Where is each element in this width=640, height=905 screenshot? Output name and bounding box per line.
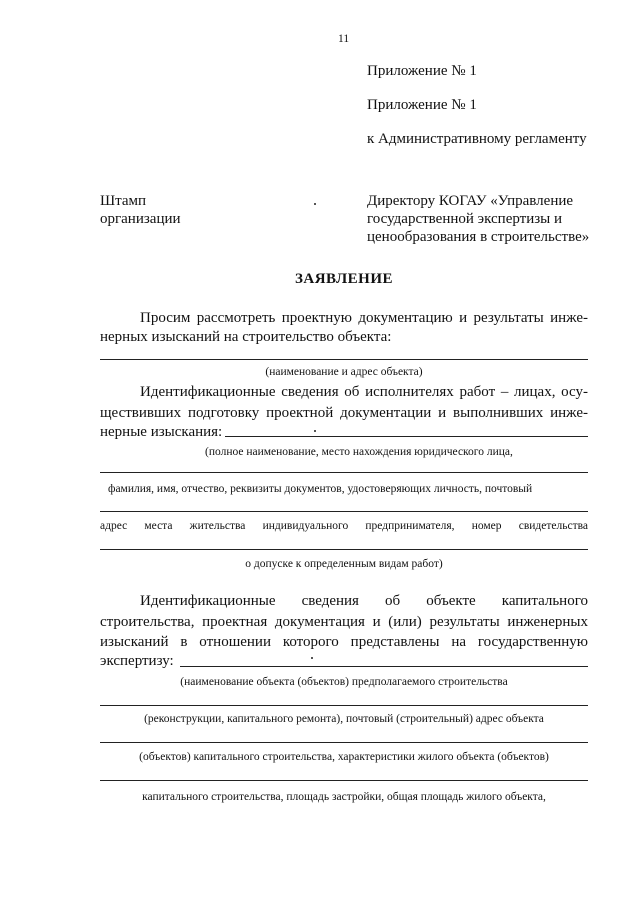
object-line-1: Идентификационные сведения об объекте капитального xyxy=(140,593,588,609)
object-blank-1[interactable] xyxy=(180,666,588,667)
scan-speck xyxy=(314,430,316,432)
contractors-caption-4: о допуске к определенным видам работ) xyxy=(245,558,443,570)
stamp-line-2: организации xyxy=(100,211,181,227)
page-number: 11 xyxy=(338,33,350,45)
document-title: ЗАЯВЛЕНИЕ xyxy=(294,271,394,287)
contractors-line-3: нерные изыскания: xyxy=(100,424,223,440)
contractors-blank-4[interactable] xyxy=(100,549,588,550)
object-line-3: изысканий в отношении которого представлены на государственную xyxy=(100,634,588,650)
request-line-1: Просим рассмотреть проектную документацию и результаты инже- xyxy=(140,310,588,326)
object-caption-3: (объектов) капитального строительства, характеристики жилого объекта (объектов) xyxy=(139,751,549,763)
addressee-line-1: Директору КОГАУ «Управление xyxy=(367,193,574,209)
scan-speck xyxy=(311,657,313,659)
scan-speck xyxy=(314,203,316,205)
object-caption-1: (наименование объекта (объектов) предполагаемого строительства xyxy=(180,676,508,688)
object-caption-4: капитального строительства, площадь застройки, общая площадь жилого объекта, xyxy=(142,791,546,803)
addressee-line-3: ценообразования в строительстве» xyxy=(367,229,590,245)
appendix-label-2: Приложение № 1 xyxy=(367,97,477,113)
contractors-blank-1[interactable] xyxy=(225,436,588,437)
contractors-line-1: Идентификационные сведения об исполнителях работ – лицах, осу- xyxy=(140,384,588,400)
addressee-line-2: государственной экспертизы и xyxy=(367,211,563,227)
object-line-4: экспертизу: xyxy=(100,653,174,669)
stamp-line-1: Штамп xyxy=(100,193,147,209)
request-line-2: нерных изысканий на строительство объекта: xyxy=(100,329,392,345)
object-caption-2: (реконструкции, капитального ремонта), почтовый (строительный) адрес объекта xyxy=(144,713,544,725)
contractors-caption-1: (полное наименование, место нахождения юридического лица, xyxy=(205,446,513,458)
object-name-blank[interactable] xyxy=(100,359,588,360)
appendix-label-1: Приложение № 1 xyxy=(367,63,477,79)
object-blank-4[interactable] xyxy=(100,780,588,781)
contractors-blank-3[interactable] xyxy=(100,511,588,512)
contractors-line-2: ществивших подготовку проектной документации и выполнивших инже- xyxy=(100,405,588,421)
regulation-label: к Административному регламенту xyxy=(367,131,587,147)
object-blank-2[interactable] xyxy=(100,705,588,706)
object-blank-3[interactable] xyxy=(100,742,588,743)
contractors-blank-2[interactable] xyxy=(100,472,588,473)
contractors-caption-3: адрес места жительства индивидуального предпринимателя, номер свидетельства xyxy=(100,520,588,532)
object-line-2: строительства, проектная документация и (или) результаты инженерных xyxy=(100,614,588,630)
contractors-caption-2: фамилия, имя, отчество, реквизиты документов, удостоверяющих личность, почтовый xyxy=(108,483,533,495)
object-name-caption: (наименование и адрес объекта) xyxy=(265,366,423,378)
